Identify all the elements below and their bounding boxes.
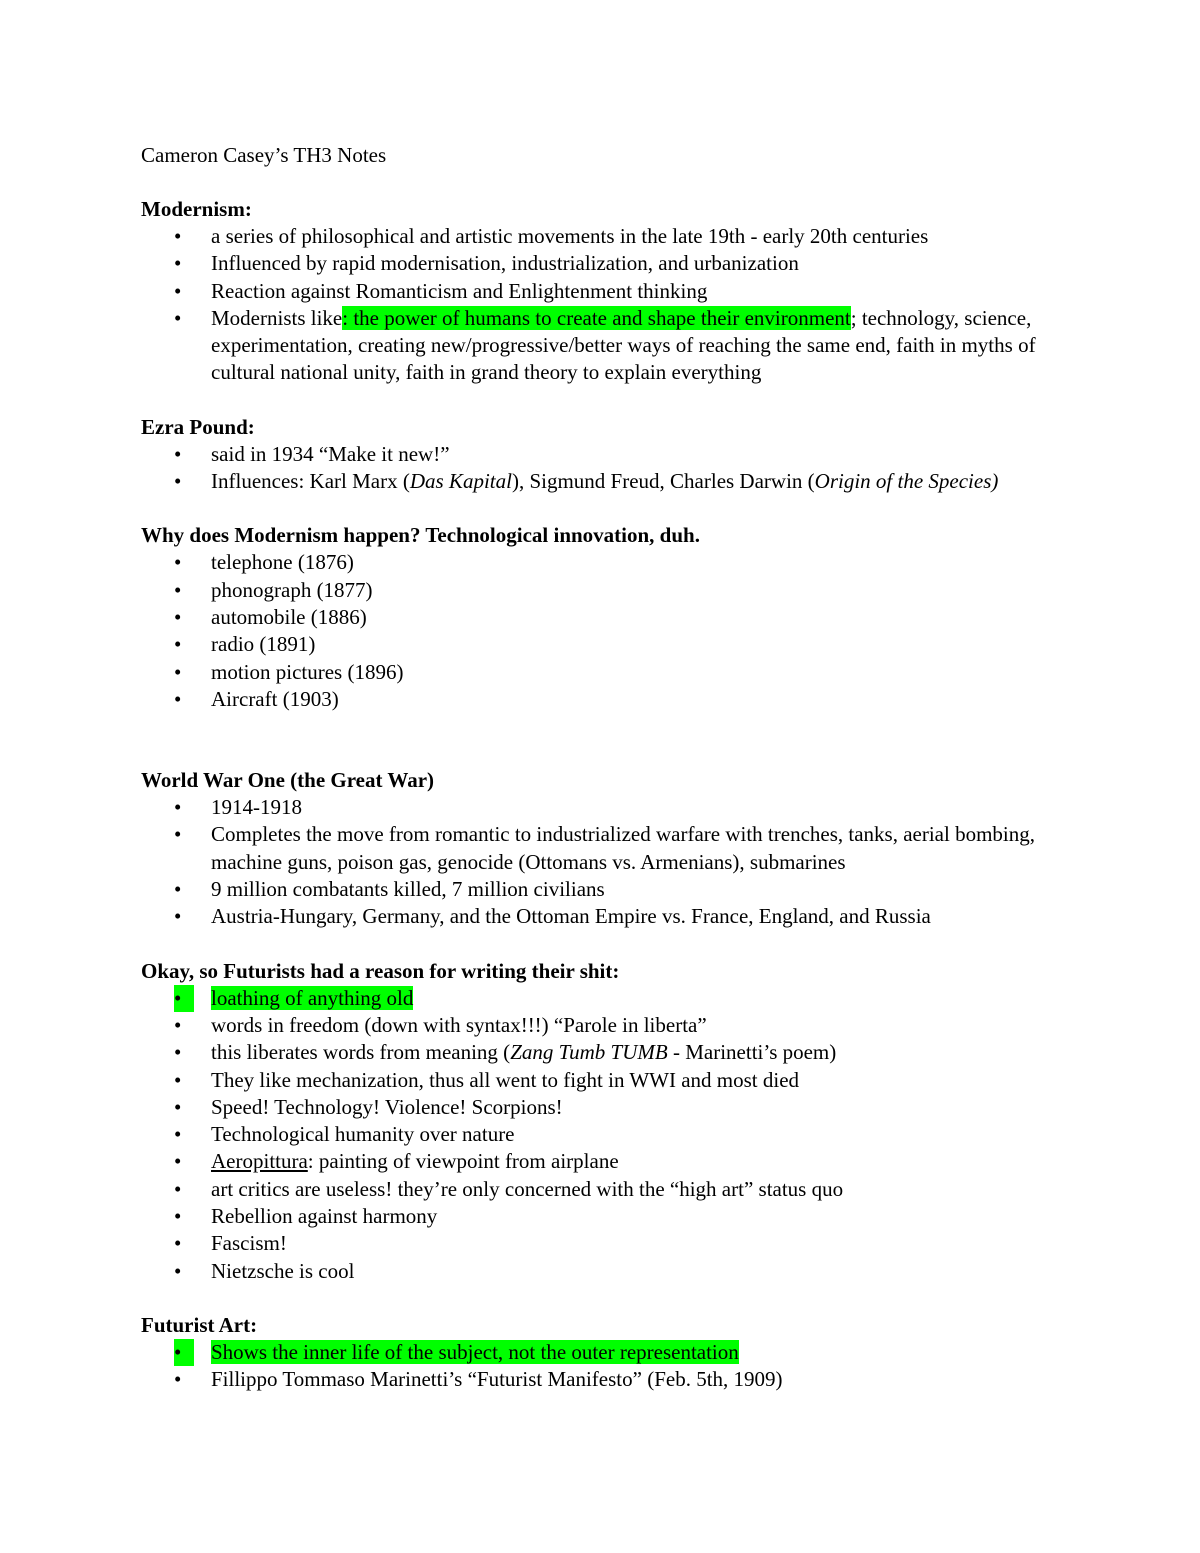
item-text: words in freedom (down with syntax!!!) “Parole in liberta”	[211, 1012, 707, 1037]
item-text: Fascism!	[211, 1231, 287, 1256]
bullet-icon: •	[174, 469, 182, 494]
section-futurists	[141, 958, 1080, 1285]
bullet-icon: •	[174, 1176, 182, 1201]
section-heading: Futurist Art:	[141, 1312, 258, 1337]
item-text: Influenced by rapid modernisation, industrialization, and urbanization	[211, 251, 799, 276]
highlighted-text: Shows the inner life of the subject, not the outer representation	[211, 1339, 739, 1364]
bullet-icon: •	[174, 686, 182, 711]
list-item	[141, 441, 1080, 468]
item-text: Influences: Karl Marx (	[211, 469, 410, 494]
list-item	[141, 549, 1080, 576]
list-item	[141, 1176, 1080, 1203]
list-item	[141, 1067, 1080, 1094]
list-item	[141, 903, 1080, 930]
item-text: - Marinetti’s poem)	[667, 1040, 837, 1065]
section-heading: Modernism:	[141, 197, 252, 221]
item-text: motion pictures (1896)	[211, 659, 404, 684]
item-text: Nietzsche is cool	[211, 1258, 355, 1283]
list-item	[141, 686, 1080, 713]
item-text: Aircraft (1903)	[211, 686, 339, 711]
item-text: said in 1934 “Make it new!”	[211, 441, 450, 466]
underlined-term: Aeropittura	[211, 1149, 308, 1174]
item-text: 9 million combatants killed, 7 million civilians	[211, 877, 605, 902]
list-item	[141, 821, 1080, 876]
bullet-icon: •	[174, 877, 182, 902]
bullet-icon: •	[174, 1339, 194, 1366]
list-item	[141, 604, 1080, 631]
list-item	[141, 659, 1080, 686]
list-item	[141, 305, 1080, 387]
blank-line	[141, 713, 1080, 740]
section-modernism	[141, 196, 1080, 387]
item-text: Fillippo Tommaso Marinetti’s “Futurist Manifesto” (Feb. 5th, 1909)	[211, 1367, 783, 1392]
item-text: ), Sigmund Freud, Charles Darwin (	[511, 469, 815, 494]
bullet-list	[141, 794, 1080, 930]
bullet-icon: •	[174, 822, 182, 847]
list-item	[141, 278, 1080, 305]
bullet-list	[141, 441, 1080, 496]
bullet-icon: •	[174, 904, 182, 929]
bullet-icon: •	[174, 251, 182, 276]
list-item-highlighted	[141, 985, 1080, 1012]
item-text: Speed! Technology! Violence! Scorpions!	[211, 1094, 563, 1119]
bullet-icon: •	[174, 1012, 182, 1037]
section-why-modernism	[141, 522, 1080, 740]
list-item	[141, 1094, 1080, 1121]
bullet-list	[141, 1339, 1080, 1394]
bullet-list	[141, 223, 1080, 387]
document-title: Cameron Casey’s TH3 Notes	[141, 143, 387, 167]
item-text: They like mechanization, thus all went to fight in WWI and most died	[211, 1067, 800, 1092]
bullet-icon: •	[174, 632, 182, 657]
list-item	[141, 1012, 1080, 1039]
section-heading: Why does Modernism happen? Technological innovation, duh.	[141, 523, 700, 548]
bullet-icon: •	[174, 441, 182, 466]
list-item	[141, 876, 1080, 903]
bullet-icon: •	[174, 1231, 182, 1256]
item-text: Technological humanity over nature	[211, 1122, 515, 1147]
list-item	[141, 577, 1080, 604]
bullet-icon: •	[174, 1040, 182, 1065]
bullet-icon: •	[174, 985, 194, 1012]
item-text: 1914-1918	[211, 795, 302, 820]
section-heading: Ezra Pound:	[141, 414, 255, 439]
item-text: Rebellion against harmony	[211, 1204, 438, 1229]
item-text: this liberates words from meaning (	[211, 1040, 511, 1065]
list-item	[141, 250, 1080, 277]
list-item	[141, 794, 1080, 821]
section-wwi	[141, 767, 1080, 930]
item-text: Austria-Hungary, Germany, and the Ottoman Empire vs. France, England, and Russia	[211, 904, 931, 929]
bullet-icon: •	[174, 1367, 182, 1392]
section-heading: Okay, so Futurists had a reason for writing their shit:	[141, 958, 620, 983]
item-text: phonograph (1877)	[211, 577, 373, 602]
bullet-icon: •	[174, 1067, 182, 1092]
bullet-icon: •	[174, 1149, 182, 1174]
list-item	[141, 1121, 1080, 1148]
italic-title: Zang Tumb TUMB	[510, 1040, 668, 1065]
section-ezra-pound	[141, 414, 1080, 496]
list-item	[141, 1366, 1080, 1393]
item-text: art critics are useless! they’re only concerned with the “high art” status quo	[211, 1176, 844, 1201]
item-text: : painting of viewpoint from airplane	[307, 1149, 619, 1174]
list-item	[141, 468, 1080, 495]
item-text: automobile (1886)	[211, 604, 367, 629]
list-item	[141, 223, 1080, 250]
list-item	[141, 1039, 1080, 1066]
bullet-icon: •	[174, 1258, 182, 1283]
item-text: Modernists like	[211, 305, 343, 330]
bullet-icon: •	[174, 1204, 182, 1229]
item-text: ; technology, science, experimentation, creating new/progressive/better ways of reaching the same end, faith in myths of cultural national unity, faith in grand theory to explain everything	[211, 305, 1036, 385]
bullet-icon: •	[174, 659, 182, 684]
bullet-icon: •	[174, 278, 182, 303]
item-text: Reaction against Romanticism and Enlightenment thinking	[211, 278, 708, 303]
list-item-highlighted	[141, 1339, 1080, 1366]
list-item	[141, 1230, 1080, 1257]
highlighted-text: loathing of anything old	[211, 985, 414, 1010]
italic-title: Das Kapital	[409, 469, 512, 494]
list-item	[141, 1203, 1080, 1230]
italic-title: Origin of the Species)	[814, 469, 999, 494]
list-item	[141, 631, 1080, 658]
bullet-icon: •	[174, 1094, 182, 1119]
bullet-list	[141, 985, 1080, 1285]
section-heading: World War One (the Great War)	[141, 768, 435, 793]
section-futurist-art	[141, 1312, 1080, 1394]
list-item	[141, 1148, 1080, 1175]
bullet-icon: •	[174, 305, 182, 330]
bullet-icon: •	[174, 577, 182, 602]
item-text: radio (1891)	[211, 632, 316, 657]
bullet-icon: •	[174, 550, 182, 575]
bullet-icon: •	[174, 604, 182, 629]
item-text: Completes the move from romantic to industrialized warfare with trenches, tanks, aerial bombing, machine guns, poison gas, genocide (Ottomans vs. Armenians), submarines	[211, 822, 1036, 874]
item-text: telephone (1876)	[211, 550, 354, 575]
list-item	[141, 1258, 1080, 1285]
bullet-icon: •	[174, 1122, 182, 1147]
highlighted-text: : the power of humans to create and shape their environment	[342, 305, 851, 330]
bullet-icon: •	[174, 224, 182, 248]
item-text: a series of philosophical and artistic movements in the late 19th - early 20th centuries	[211, 224, 929, 248]
bullet-icon: •	[174, 795, 182, 820]
bullet-list	[141, 549, 1080, 713]
